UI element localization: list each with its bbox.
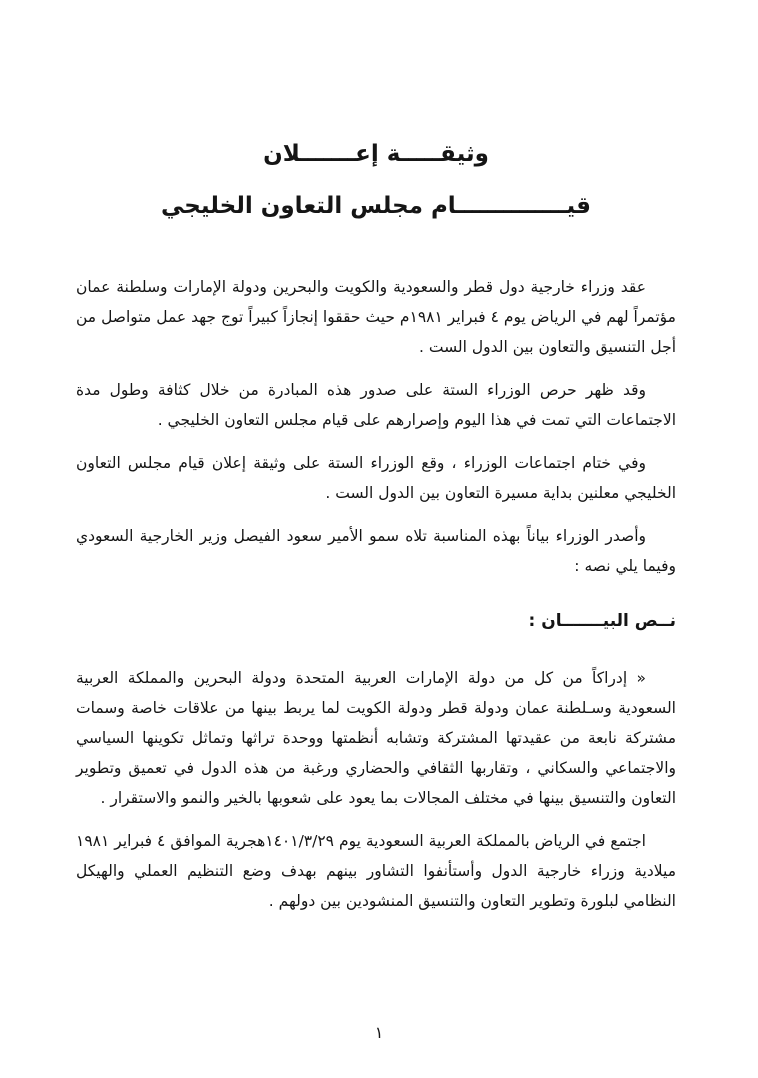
- statement-heading: نــص البيـــــــان :: [528, 611, 676, 632]
- statement-paragraph-2: اجتمع في الرياض بالمملكة العربية السعودية يوم ١٤٠١/٣/٢٩هجرية الموافق ٤ فبراير ١٩٨١ ميلادية وزراء خارجية الدول وأستأنفوا التشاور بينهم بهدف وضع التنظيم العملي والهيكل النظامي لبلورة وتطوير التعاون والتنسيق المنشودين بين دولهم .: [76, 832, 676, 911]
- title-line-1: وثيقـــــة إعـــــــلان: [263, 141, 489, 167]
- intro-paragraph-1: عقد وزراء خارجية دول قطر والسعودية والكويت والبحرين ودولة الإمارات وسلطنة عمان مؤتمراً لهم في الرياض يوم ٤ فبراير ١٩٨١م حيث حققوا إنجازاً كبيراً توج جهد عمل متواصل من أجل التنسيق والتعاون بين الدول الست .: [76, 278, 676, 357]
- title-line-2: قيــــــــــــــام مجلس التعاون الخليجي: [161, 193, 591, 220]
- intro-paragraph-3: وفي ختام اجتماعات الوزراء ، وقع الوزراء الستة على وثيقة إعلان قيام مجلس التعاون الخليجي معلنين بداية مسيرة التعاون بين الدول الست .: [76, 454, 676, 503]
- intro-paragraph-2: وقد ظهر حرص الوزراء الستة على صدور هذه المبادرة من خلال كثافة وطول مدة الاجتماعات التي تمت في هذا اليوم وإصرارهم على قيام مجلس التعاون الخليجي .: [76, 381, 676, 430]
- statement-paragraph-1: « إدراكاً من كل من دولة الإمارات العربية المتحدة ودولة البحرين والمملكة العربية السعودية وسـلطنة عمان ودولة قطر ودولة الكويت لما يربط بينها من علاقات خاصة وسمات مشتركة نابعة من عقيدتها المشتركة وتشابه أنظمتها ووحدة تراثها وتماثل تكوينها السياسي والاجتماعي والسكاني ، وتقاربها الثقافي والحضاري ورغبة من هذه الدول في تعميق وتطوير التعاون والتنسيق بينها في مختلف المجالات بما يعود على شعوبها بالخير والنمو والاستقرار .: [76, 669, 676, 808]
- document-title: [76, 138, 676, 222]
- page-number: ١: [374, 1023, 384, 1042]
- document-body: [76, 272, 676, 916]
- intro-paragraph-4: وأصدر الوزراء بياناً بهذه المناسبة تلاه سمو الأمير سعود الفيصل وزير الخارجية السعودي وفيما يلي نصه :: [76, 527, 676, 576]
- page-footer: [0, 1023, 758, 1042]
